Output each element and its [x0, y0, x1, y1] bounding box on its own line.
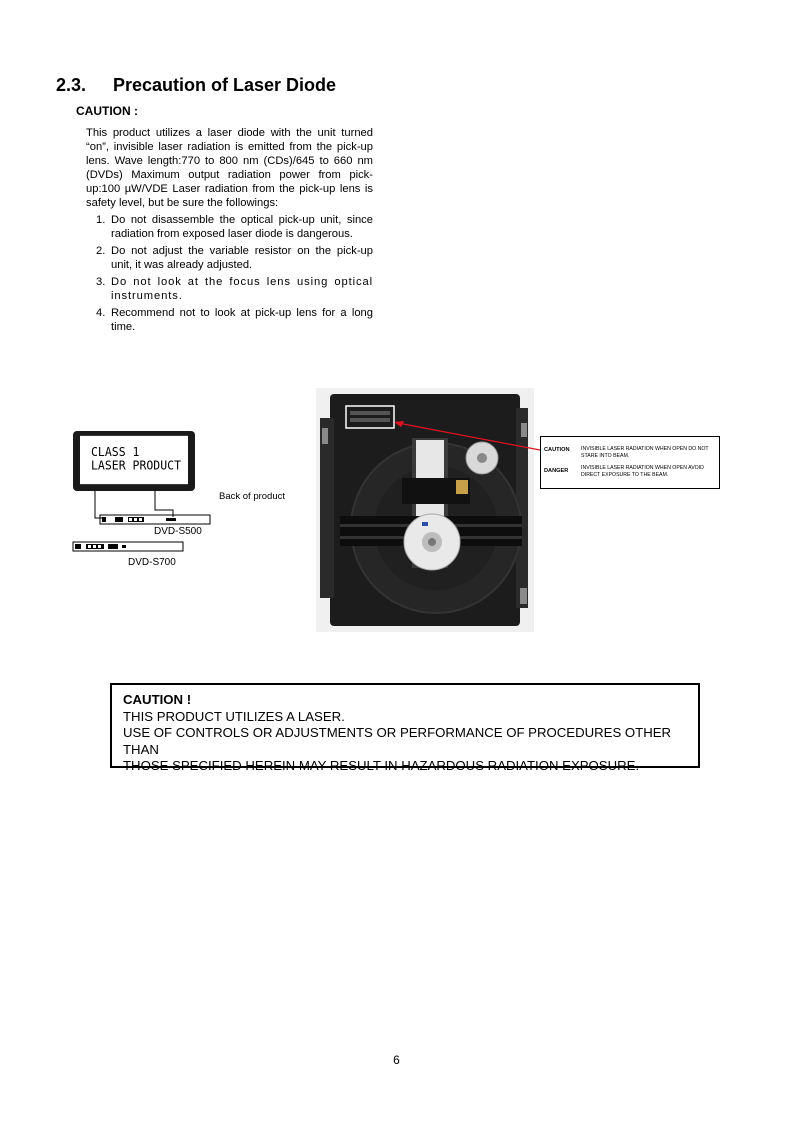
list-text: Do not look at the focus lens using optical instruments. — [111, 276, 373, 302]
laser-precaution-text — [86, 126, 373, 337]
list-item — [86, 306, 373, 334]
caution-notice-box — [110, 683, 700, 773]
leader-line — [155, 491, 173, 517]
warning-caution-tag: CAUTION — [544, 447, 570, 453]
back-of-product-label: Back of product — [219, 491, 286, 502]
list-item — [86, 244, 373, 272]
warning-caution-text: INVISIBLE LASER RADIATION WHEN OPEN DO NOT STARE INTO BEAM. — [581, 446, 709, 459]
list-text: Do not disassemble the optical pick-up unit, since radiation from exposed laser diode is dangerous. — [111, 214, 373, 240]
callout-arrow — [380, 410, 545, 455]
laser-warning-label — [540, 436, 720, 489]
class1-laser-label — [73, 431, 195, 491]
class-label-line2: LASER PRODUCT — [91, 457, 182, 473]
section-title: Precaution of Laser Diode — [113, 75, 337, 95]
warning-danger-text: INVISIBLE LASER RADIATION WHEN OPEN AVOID DIRECT EXPOSURE TO THE BEAM. — [581, 465, 704, 478]
list-text: Recommend not to look at pick-up lens for a long time. — [111, 307, 373, 333]
caution-box-line2: USE OF CONTROLS OR ADJUSTMENTS OR PERFORMANCE OF PROCEDURES OTHER THAN — [123, 725, 672, 757]
caution-box-line1: THIS PRODUCT UTILIZES A LASER. — [123, 708, 345, 724]
caution-box-line3: THOSE SPECIFIED HEREIN MAY RESULT IN HAZARDOUS RADIATION EXPOSURE. — [123, 758, 640, 773]
leader-line — [95, 491, 104, 518]
section-number: 2.3. — [56, 75, 87, 95]
warning-danger-tag: DANGER — [544, 468, 569, 474]
list-number: 4. — [96, 307, 106, 319]
list-number: 1. — [96, 214, 106, 226]
section-heading — [56, 75, 336, 96]
list-number: 3. — [96, 276, 106, 288]
model-label-s700: DVD-S700 — [128, 557, 176, 568]
model-label-s500: DVD-S500 — [154, 526, 202, 537]
list-item — [86, 213, 373, 241]
caution-label: CAUTION : — [76, 104, 138, 118]
list-text: Do not adjust the variable resistor on the pick-up unit, it was already adjusted. — [111, 245, 373, 271]
list-item — [86, 275, 373, 303]
list-number: 2. — [96, 245, 106, 257]
precaution-list — [86, 213, 373, 334]
product-back-sketch — [70, 488, 230, 568]
intro-paragraph: This product utilizes a laser diode with the unit turned “on”, invisible laser radiation is emitted from the pick-up lens. Wave length:770 to 800 nm (CDs)/645 to 660 nm (DVDs) Maximum output radiation power from pick-up:100 µW/VDE Laser radiation from the pick-up lens is safety level, but be sure the followings: — [86, 127, 373, 209]
page-number: 6 — [393, 1053, 400, 1067]
class-label-line1: CLASS 1 — [91, 444, 140, 459]
caution-box-title: CAUTION ! — [123, 692, 192, 707]
